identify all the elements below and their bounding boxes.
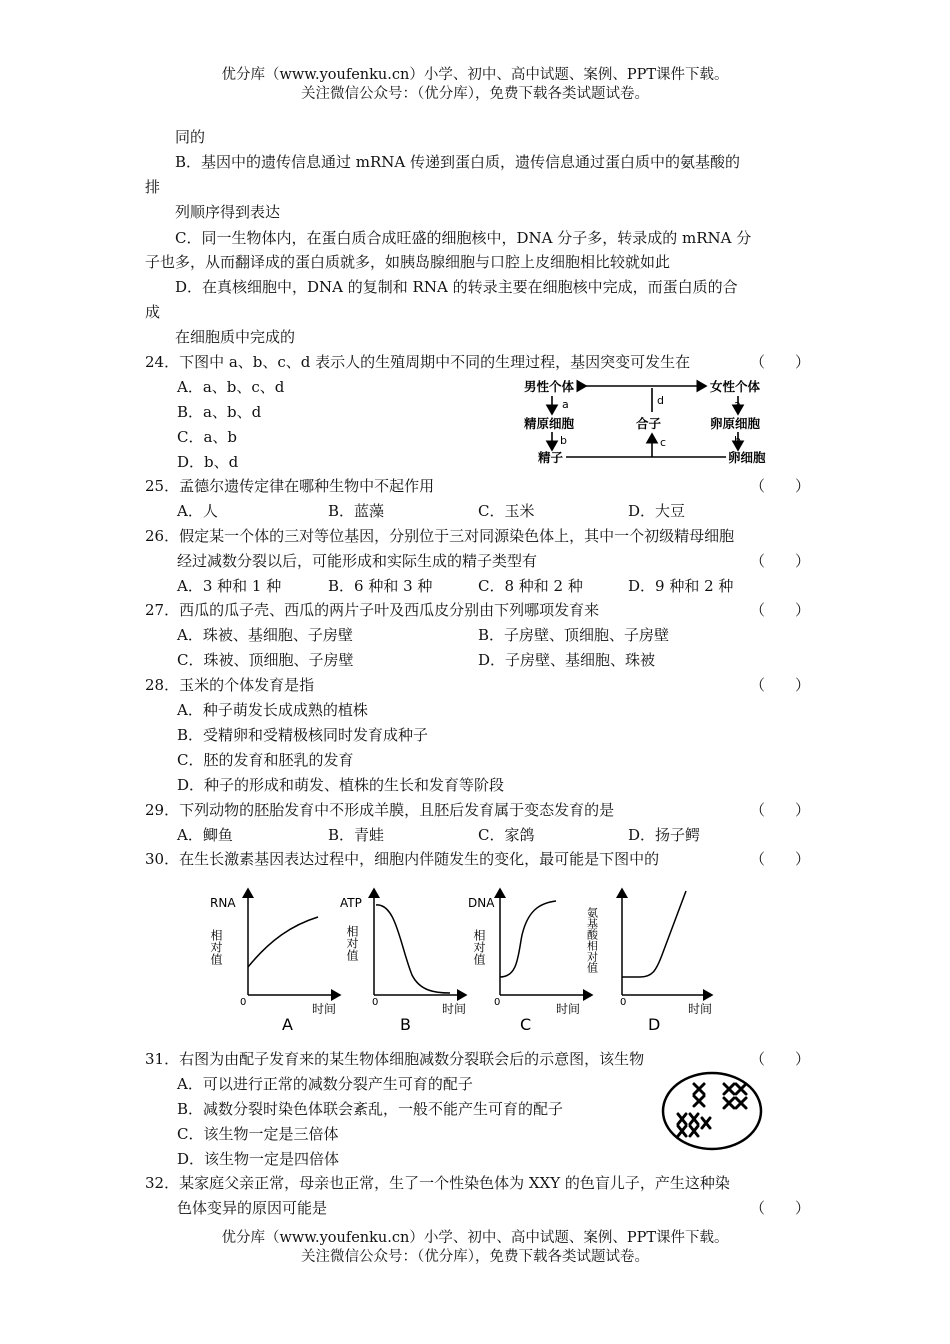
question-text: 经过减数分裂以后，可能形成和实际生成的精子类型有 <box>177 552 538 570</box>
option-b: B．受精卵和受精极核同时发育成种子 <box>177 726 429 744</box>
option-b: B．6 种和 3 种 <box>328 577 433 595</box>
zygote-label: 合子 <box>636 416 662 431</box>
option-c: C．该生物一定是三倍体 <box>177 1125 339 1143</box>
page-footer <box>0 1229 950 1267</box>
question-text: 玉米的个体发育是指 <box>179 676 315 694</box>
graph-b-xlabel: 时间 <box>442 1002 467 1016</box>
answer-blank: （ ） <box>749 850 810 868</box>
option-a: A．人 <box>177 502 218 520</box>
question-25 <box>145 476 434 496</box>
question-number: 31． <box>145 1050 180 1068</box>
question-number: 32． <box>145 1174 180 1192</box>
question-text: 下图中 a、b、c、d 表示人的生殖周期中不同的生理过程，基因突变可发生在 <box>179 353 691 371</box>
prev-option-c: C．同一生物体内，在蛋白质合成旺盛的细胞核中，DNA 分子多，转录成的 mRNA 分 <box>175 229 752 247</box>
graph-b-ylabel: ATP <box>340 896 362 910</box>
graph-d-ylabel: 氨基酸相对值 <box>585 907 599 973</box>
question-24 <box>145 352 690 372</box>
option-c: C．胚的发育和胚乳的发育 <box>177 751 354 769</box>
option-a: A．可以进行正常的减数分裂产生可育的配子 <box>177 1075 473 1093</box>
answer-blank: （ ） <box>749 676 810 694</box>
q30-graphs <box>200 885 730 1035</box>
header-line-2: 关注微信公众号：（优分库），免费下载各类试题试卷。 <box>301 86 649 102</box>
process-c-label: c <box>660 436 667 449</box>
option-a: A．鲫鱼 <box>177 826 233 844</box>
male-label: 男性个体 <box>524 379 575 394</box>
page-header <box>0 66 950 104</box>
option-a: A．珠被、基细胞、子房壁 <box>177 626 353 644</box>
footer-line-2: 关注微信公众号：（优分库），免费下载各类试题试卷。 <box>301 1249 649 1265</box>
answer-blank: （ ） <box>749 801 810 819</box>
option-c: C．8 种和 2 种 <box>478 577 583 595</box>
graph-c-ylabel: DNA <box>468 896 495 910</box>
question-number: 24． <box>145 353 180 371</box>
option-d: D．该生物一定是四倍体 <box>177 1150 340 1168</box>
graph-c-vlabel: 相对值 <box>472 929 486 965</box>
graph-a-xlabel: 时间 <box>312 1002 337 1016</box>
question-text: 右图为由配子发育来的某生物体细胞减数分裂联会后的示意图，该生物 <box>179 1050 645 1068</box>
process-b-label: b <box>560 434 567 447</box>
process-b-label: b <box>734 434 741 447</box>
option-d: D．子房壁、基细胞、珠被 <box>478 651 656 669</box>
option-d: D．b、d <box>177 453 239 471</box>
question-27 <box>145 600 599 620</box>
answer-blank: （ ） <box>749 601 810 619</box>
graph-c-curve <box>500 901 556 977</box>
option-a: A．3 种和 1 种 <box>177 577 282 595</box>
prev-text: 同的 <box>175 128 206 146</box>
header-line-1: 优分库（www.youfenku.cn）小学、初中、高中试题、案例、PPT课件下载。 <box>221 67 729 83</box>
option-d: D．种子的形成和萌发、植株的生长和发育等阶段 <box>177 776 505 794</box>
graph-b-vlabel: 相对值 <box>345 925 359 961</box>
graph-a-vlabel: 相对值 <box>209 929 223 965</box>
question-text: 某家庭父亲正常，母亲也正常，生了一个性染色体为 XXY 的色盲儿子，产生这种染 <box>179 1174 730 1192</box>
answer-blank: （ ） <box>749 353 810 371</box>
graph-d-origin: 0 <box>620 997 627 1008</box>
graph-a-origin: 0 <box>240 997 247 1008</box>
question-number: 29． <box>145 801 180 819</box>
answer-blank: （ ） <box>749 1050 810 1068</box>
option-b: B．蓝藻 <box>328 502 385 520</box>
question-text: 西瓜的瓜子壳、西瓜的两片子叶及西瓜皮分别由下列哪项发育来 <box>179 601 600 619</box>
egg-label: 卵细胞 <box>728 450 766 465</box>
prev-text: 在细胞质中完成的 <box>175 328 296 346</box>
prev-text: 排 <box>145 178 161 196</box>
graph-a-ylabel: RNA <box>210 896 236 910</box>
option-c: C．珠被、顶细胞、子房壁 <box>177 651 354 669</box>
option-b: B．子房壁、顶细胞、子房壁 <box>478 626 670 644</box>
option-b: B．减数分裂时染色体联会紊乱，一般不能产生可育的配子 <box>177 1100 564 1118</box>
answer-blank: （ ） <box>749 552 810 570</box>
question-number: 28． <box>145 676 180 694</box>
prev-text: 成 <box>145 303 161 321</box>
question-number: 25． <box>145 477 180 495</box>
question-number: 30． <box>145 850 180 868</box>
question-29 <box>145 800 614 820</box>
option-c: C．a、b <box>177 428 238 446</box>
process-a-label: a <box>734 398 741 411</box>
option-d: D．9 种和 2 种 <box>628 577 734 595</box>
graph-c-origin: 0 <box>494 997 501 1008</box>
graph-c-letter: C <box>520 1015 532 1034</box>
option-d: D．扬子鳄 <box>628 826 701 844</box>
option-b: B．青蛙 <box>328 826 385 844</box>
chromosome-group-3 <box>678 1114 710 1136</box>
question-text: 在生长激素基因表达过程中，细胞内伴随发生的变化，最可能是下图中的 <box>179 850 660 868</box>
reproduction-cycle-diagram <box>520 374 780 470</box>
graph-a-letter: A <box>282 1015 293 1034</box>
prev-option-d: D．在真核细胞中，DNA 的复制和 RNA 的转录主要在细胞核中完成，而蛋白质的合 <box>175 278 738 296</box>
graph-d-curve <box>622 891 686 977</box>
sperm-label: 精子 <box>538 450 564 465</box>
chromosome-group-1 <box>694 1084 704 1106</box>
option-b: B．a、b、d <box>177 403 262 421</box>
footer-line-1: 优分库（www.youfenku.cn）小学、初中、高中试题、案例、PPT课件下载。 <box>221 1230 729 1246</box>
answer-blank: （ ） <box>749 1199 810 1217</box>
graph-c-xlabel: 时间 <box>556 1002 581 1016</box>
egg-cell-label: 卵原细胞 <box>710 416 761 431</box>
option-c: C．家鸽 <box>478 826 535 844</box>
question-31 <box>145 1049 644 1069</box>
question-32 <box>145 1173 730 1193</box>
graph-b-curve <box>376 905 450 993</box>
graph-b-origin: 0 <box>372 997 379 1008</box>
question-number: 27． <box>145 601 180 619</box>
option-a: A．a、b、c、d <box>177 378 285 396</box>
option-d: D．大豆 <box>628 502 686 520</box>
option-c: C．玉米 <box>478 502 535 520</box>
question-text: 下列动物的胚胎发育中不形成羊膜，且胚后发育属于变态发育的是 <box>179 801 615 819</box>
graph-a-curve <box>248 917 318 967</box>
question-text: 色体变异的原因可能是 <box>177 1199 328 1217</box>
synapsis-cell-diagram <box>660 1070 764 1152</box>
question-28 <box>145 675 314 695</box>
prev-text: 子也多，从而翻译成的蛋白质就多，如胰岛腺细胞与口腔上皮细胞相比较就如此 <box>145 253 671 271</box>
process-d-label: d <box>657 394 664 407</box>
female-label: 女性个体 <box>710 379 761 394</box>
question-30 <box>145 849 659 869</box>
option-a: A．种子萌发长成成熟的植株 <box>177 701 368 719</box>
process-a-label: a <box>562 398 569 411</box>
prev-text: 列顺序得到表达 <box>175 203 281 221</box>
question-26 <box>145 526 734 546</box>
graph-b-letter: B <box>400 1015 411 1034</box>
graph-d-letter: D <box>648 1015 661 1034</box>
chromosome-group-2 <box>724 1084 746 1108</box>
sperm-cell-label: 精原细胞 <box>524 416 575 431</box>
question-number: 26． <box>145 527 180 545</box>
question-text: 孟德尔遗传定律在哪种生物中不起作用 <box>179 477 435 495</box>
prev-option-b: B．基因中的遗传信息通过 mRNA 传递到蛋白质，遗传信息通过蛋白质中的氨基酸的 <box>175 153 741 171</box>
answer-blank: （ ） <box>749 477 810 495</box>
graph-d-xlabel: 时间 <box>688 1002 713 1016</box>
question-text: 假定某一个体的三对等位基因，分别位于三对同源染色体上，其中一个初级精母细胞 <box>179 527 735 545</box>
